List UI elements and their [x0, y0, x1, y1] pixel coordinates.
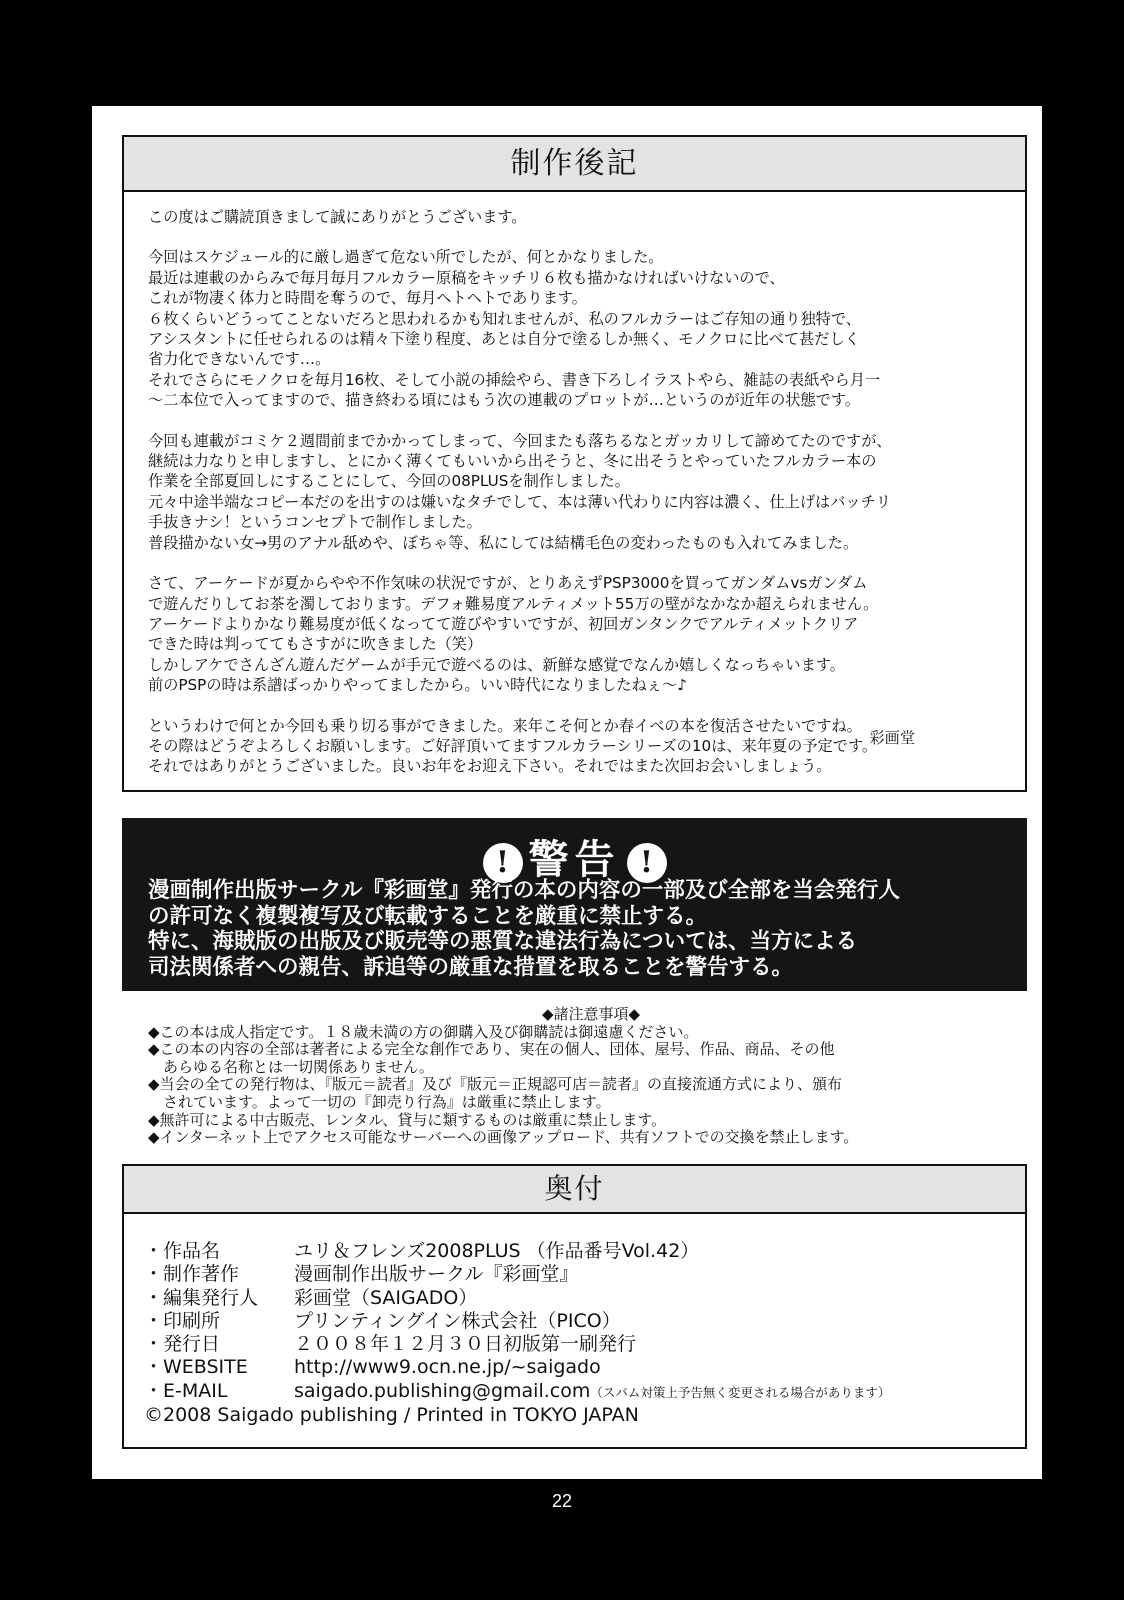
colophon-key: ・編集発行人: [144, 1286, 259, 1309]
colophon-key: ・WEBSITE: [144, 1356, 248, 1379]
afterword-line: その際はどうぞよろしくお願いします。ご好評頂いてますフルカラーシリーズの10は、来年夏の予定です。: [148, 736, 878, 755]
warning-line: 漫画制作出版サークル『彩画堂』発行の本の内容の一部及び全部を当会発行人: [148, 878, 900, 903]
warning-title: 警告: [528, 836, 621, 883]
afterword-line: さて、アーケードが夏からやや不作気味の状況ですが、とりあえずPSP3000を買ってガンダムvsガンダム: [148, 574, 868, 593]
colophon-key: ・発行日: [144, 1333, 221, 1356]
afterword-title: 制作後記: [122, 135, 1027, 192]
notes-line: あらゆる名称とは一切関係ありません。: [148, 1057, 434, 1076]
notes-section: [148, 1006, 1008, 1147]
notes-line: ◆この本の内容の全部は著者による完全な創作であり、実在の個人、団体、屋号、作品、商品、その他: [148, 1040, 835, 1059]
colophon-value: [294, 1310, 621, 1333]
afterword-line: この度はご購読頂きまして誠にありがとうございます。: [148, 208, 527, 226]
afterword-box: [122, 189, 1027, 792]
afterword-text: [148, 207, 1008, 797]
colophon-key: ・作品名: [144, 1240, 221, 1262]
colophon-value: [294, 1333, 636, 1356]
colophon-box: [122, 1212, 1027, 1449]
warning-box: [122, 818, 1027, 991]
afterword-line: で遊んだりしてお茶を濁しております。デフォ難易度アルティメット55万の壁がなかなか超えられません。: [148, 594, 879, 613]
colophon-row: [144, 1240, 890, 1263]
colophon-rows: [144, 1240, 890, 1427]
warning-text: [148, 878, 1018, 980]
afterword-line: 今回も連載がコミケ２週間前までかかってしまって、今回またも落ちるなとガッカリして諦めてたのですが、: [148, 431, 892, 450]
colophon-value-text: saigado.publishing@gmail.com: [294, 1379, 591, 1402]
colophon-row: [144, 1356, 890, 1379]
colophon-value: [294, 1287, 477, 1310]
afterword-line: 省力化できないんです…。: [148, 350, 331, 369]
exclamation-icon: !: [627, 843, 667, 883]
afterword-signature: 彩画堂: [869, 729, 915, 747]
warning-line: 司法関係者への親告、訴追等の厳重な措置を取ることを警告する。: [148, 954, 794, 980]
afterword-line: しかしアケでさんざん遊んだゲームが手元で遊べるのは、新鮮な感覚でなんか嬉しくなっちゃいます。: [148, 655, 845, 674]
afterword-line: 継続は力なりと申しますし、とにかく薄くてもいいから出そうと、冬に出そうとやっていたフルカラー本の: [148, 452, 877, 471]
afterword-line: 前のPSPの時は系譜ばっかりやってましたから。いい時代になりましたねぇ～♪: [148, 676, 687, 695]
afterword-line: ～二本位で入ってますので、描き終わる頃にはもう次の連載のプロットが…というのが近年の状態です。: [148, 391, 860, 410]
copyright: ©2008 Saigado publishing / Printed in TOKYO JAPAN: [144, 1404, 639, 1427]
page-number: 22: [551, 1491, 573, 1511]
colophon-key: ・E-MAIL: [144, 1379, 228, 1402]
notes-line: ◆この本は成人指定です。１８歳未満の方の御購入及び御購読は御遠慮ください。: [148, 1022, 699, 1041]
colophon-value-text: ユリ＆フレンズ2008PLUS （作品番号Vol.42）: [294, 1240, 700, 1262]
colophon-list: [144, 1240, 890, 1404]
afterword-line: 手抜きナシ！というコンセプトで制作しました。: [148, 513, 482, 532]
afterword-line: それではありがとうございました。良いお年をお迎え下さい。それではまた次回お会いしましょう。: [148, 757, 832, 776]
afterword-line: 元々中途半端なコピー本だのを出すのは嫌いなタチでして、本は薄い代わりに内容は濃く、仕上げはバッチリ: [148, 492, 891, 511]
colophon-value-text: ２００８年１２月３０日初版第一刷発行: [294, 1333, 637, 1356]
notes-title: ◆諸注意事項◆: [541, 1005, 641, 1023]
afterword-line: というわけで何とか今回も乗り切る事ができました。来年こそ何とか春イベの本を復活させたいですね。: [148, 716, 862, 735]
notes-line: されています。よって一切の『卸売り行為』は厳重に禁止します。: [148, 1092, 611, 1111]
afterword-line: それでさらにモノクロを毎月16枚、そして小説の挿絵やら、書き下ろしイラストやら、雑誌の表紙やら月一: [148, 370, 881, 389]
afterword-line: 最近は連載のからみで毎月毎月フルカラー原稿をキッチリ６枚も描かなければいけないので、: [148, 268, 785, 287]
colophon-row: [144, 1287, 890, 1310]
afterword-line: アシスタントに任せられるのは精々下塗り程度、あとは自分で塗るしか無く、モノクロに比べて甚だしく: [148, 330, 860, 349]
afterword-line: 作業を全部夏回しにすることにして、今回の08PLUSを制作しました。: [148, 472, 630, 491]
colophon-row: [144, 1333, 890, 1356]
notes-list: [148, 1024, 1008, 1147]
warning-line: の許可なく複製複写及び転載することを厳重に禁止する。: [148, 903, 708, 929]
warning-heading: [122, 828, 1027, 885]
colophon-row: [144, 1380, 890, 1404]
afterword-line: これが物凄く体力と時間を奪うので、毎月ヘトヘトであります。: [148, 289, 587, 308]
colophon-key: ・印刷所: [144, 1309, 221, 1332]
afterword-line: ６枚くらいどうってことないだろと思われるかも知れませんが、私のフルカラーはご存知の通り独特で、: [148, 309, 861, 328]
exclamation-icon: !: [483, 843, 523, 883]
afterword-line: 今回はスケジュール的に厳し過ぎて危ない所でしたが、何とかなりました。: [148, 248, 664, 267]
colophon-value: [294, 1263, 578, 1286]
colophon-value: [294, 1240, 699, 1263]
colophon-value-text: プリンティングイン株式会社（PICO）: [294, 1309, 621, 1332]
notes-line: ◆インターネット上でアクセス可能なサーバーへの画像アップロード、共有ソフトでの交換を禁止します。: [148, 1128, 859, 1147]
colophon-key: ・制作著作: [144, 1263, 240, 1286]
colophon-value-text: http://www9.ocn.ne.jp/~saigado: [294, 1356, 601, 1379]
warning-line: 特に、海賊版の出版及び販売等の悪質な違法行為については、当方による: [148, 929, 858, 954]
colophon-value-text: 彩画堂（SAIGADO）: [294, 1286, 478, 1309]
colophon-row: [144, 1263, 890, 1286]
colophon-note: （スパム対策上予告無く変更される場合があります）: [590, 1384, 891, 1400]
colophon-value-text: 漫画制作出版サークル『彩画堂』: [294, 1263, 579, 1286]
notes-line: ◆無許可による中古販売、レンタル、貸与に類するものは厳重に禁止します。: [148, 1110, 667, 1129]
colophon-value[interactable]: [294, 1356, 601, 1379]
afterword-line: できた時は判っててもさすがに吹きました（笑）: [148, 635, 483, 654]
notes-line: ◆当会の全ての発行物は、『版元＝読者』及び『版元＝正規認可店＝読者』の直接流通方式により、頒布: [148, 1075, 843, 1094]
afterword-line: アーケードよりかなり難易度が低くなってて遊びやすいですが、初回ガンタンクでアルティメットクリア: [148, 614, 859, 633]
colophon-row: [144, 1310, 890, 1333]
colophon-title: 奥付: [122, 1164, 1027, 1214]
colophon-value[interactable]: [294, 1380, 890, 1404]
afterword-line: 普段描かない女→男のアナル舐めや、ぼちゃ等、私にしては結構毛色の変わったものも入れてみました。: [148, 533, 859, 552]
